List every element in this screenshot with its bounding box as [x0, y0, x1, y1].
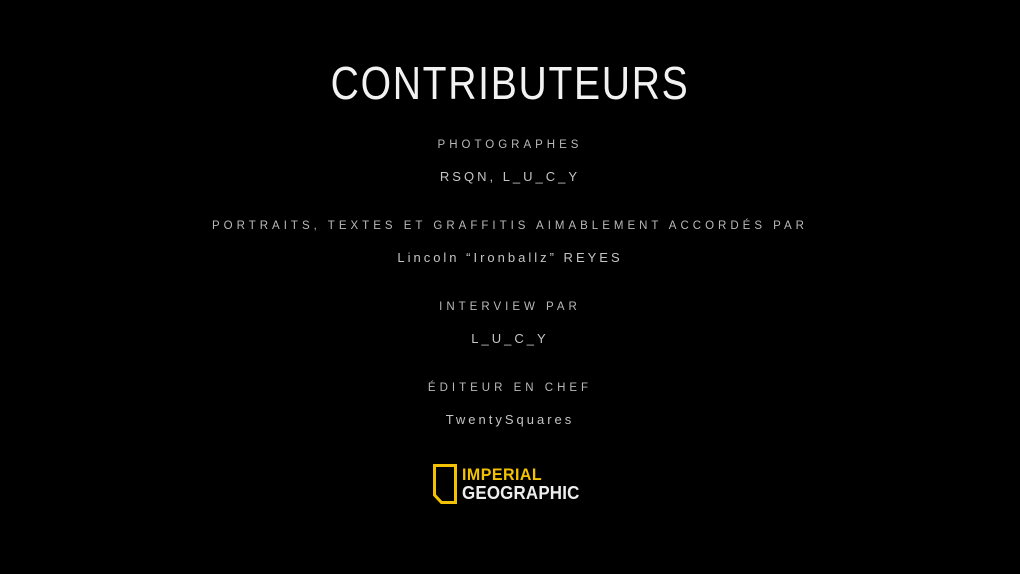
logo-text [462, 466, 580, 503]
imperial-geographic-frame-icon [433, 464, 457, 504]
credit-section-editor [428, 381, 592, 427]
credits-list [212, 138, 808, 462]
logo-line-imperial: IMPERIAL [461, 464, 543, 484]
imperial-geographic-logo [433, 464, 587, 504]
credit-label: PHOTOGRAPHES [437, 139, 583, 151]
credit-value: L_U_C_Y [471, 331, 549, 346]
page-title: CONTRIBUTEURS [330, 57, 690, 109]
credit-section-photographers [438, 138, 583, 184]
credit-label: PORTRAITS, TEXTES ET GRAFFITIS AIMABLEMENT ACCORDÉS PAR [212, 220, 808, 232]
logo-line-geographic: GEOGRAPHIC [461, 482, 580, 503]
credit-value: RSQN, L_U_C_Y [439, 169, 581, 184]
credit-value: Lincoln “Ironballz” REYES [397, 250, 623, 265]
credit-section-interview [439, 300, 581, 346]
credit-label: ÉDITEUR EN CHEF [427, 382, 593, 394]
credit-label: INTERVIEW PAR [439, 301, 581, 313]
credit-section-portraits [212, 219, 808, 265]
credit-value: TwentySquares [445, 412, 575, 427]
